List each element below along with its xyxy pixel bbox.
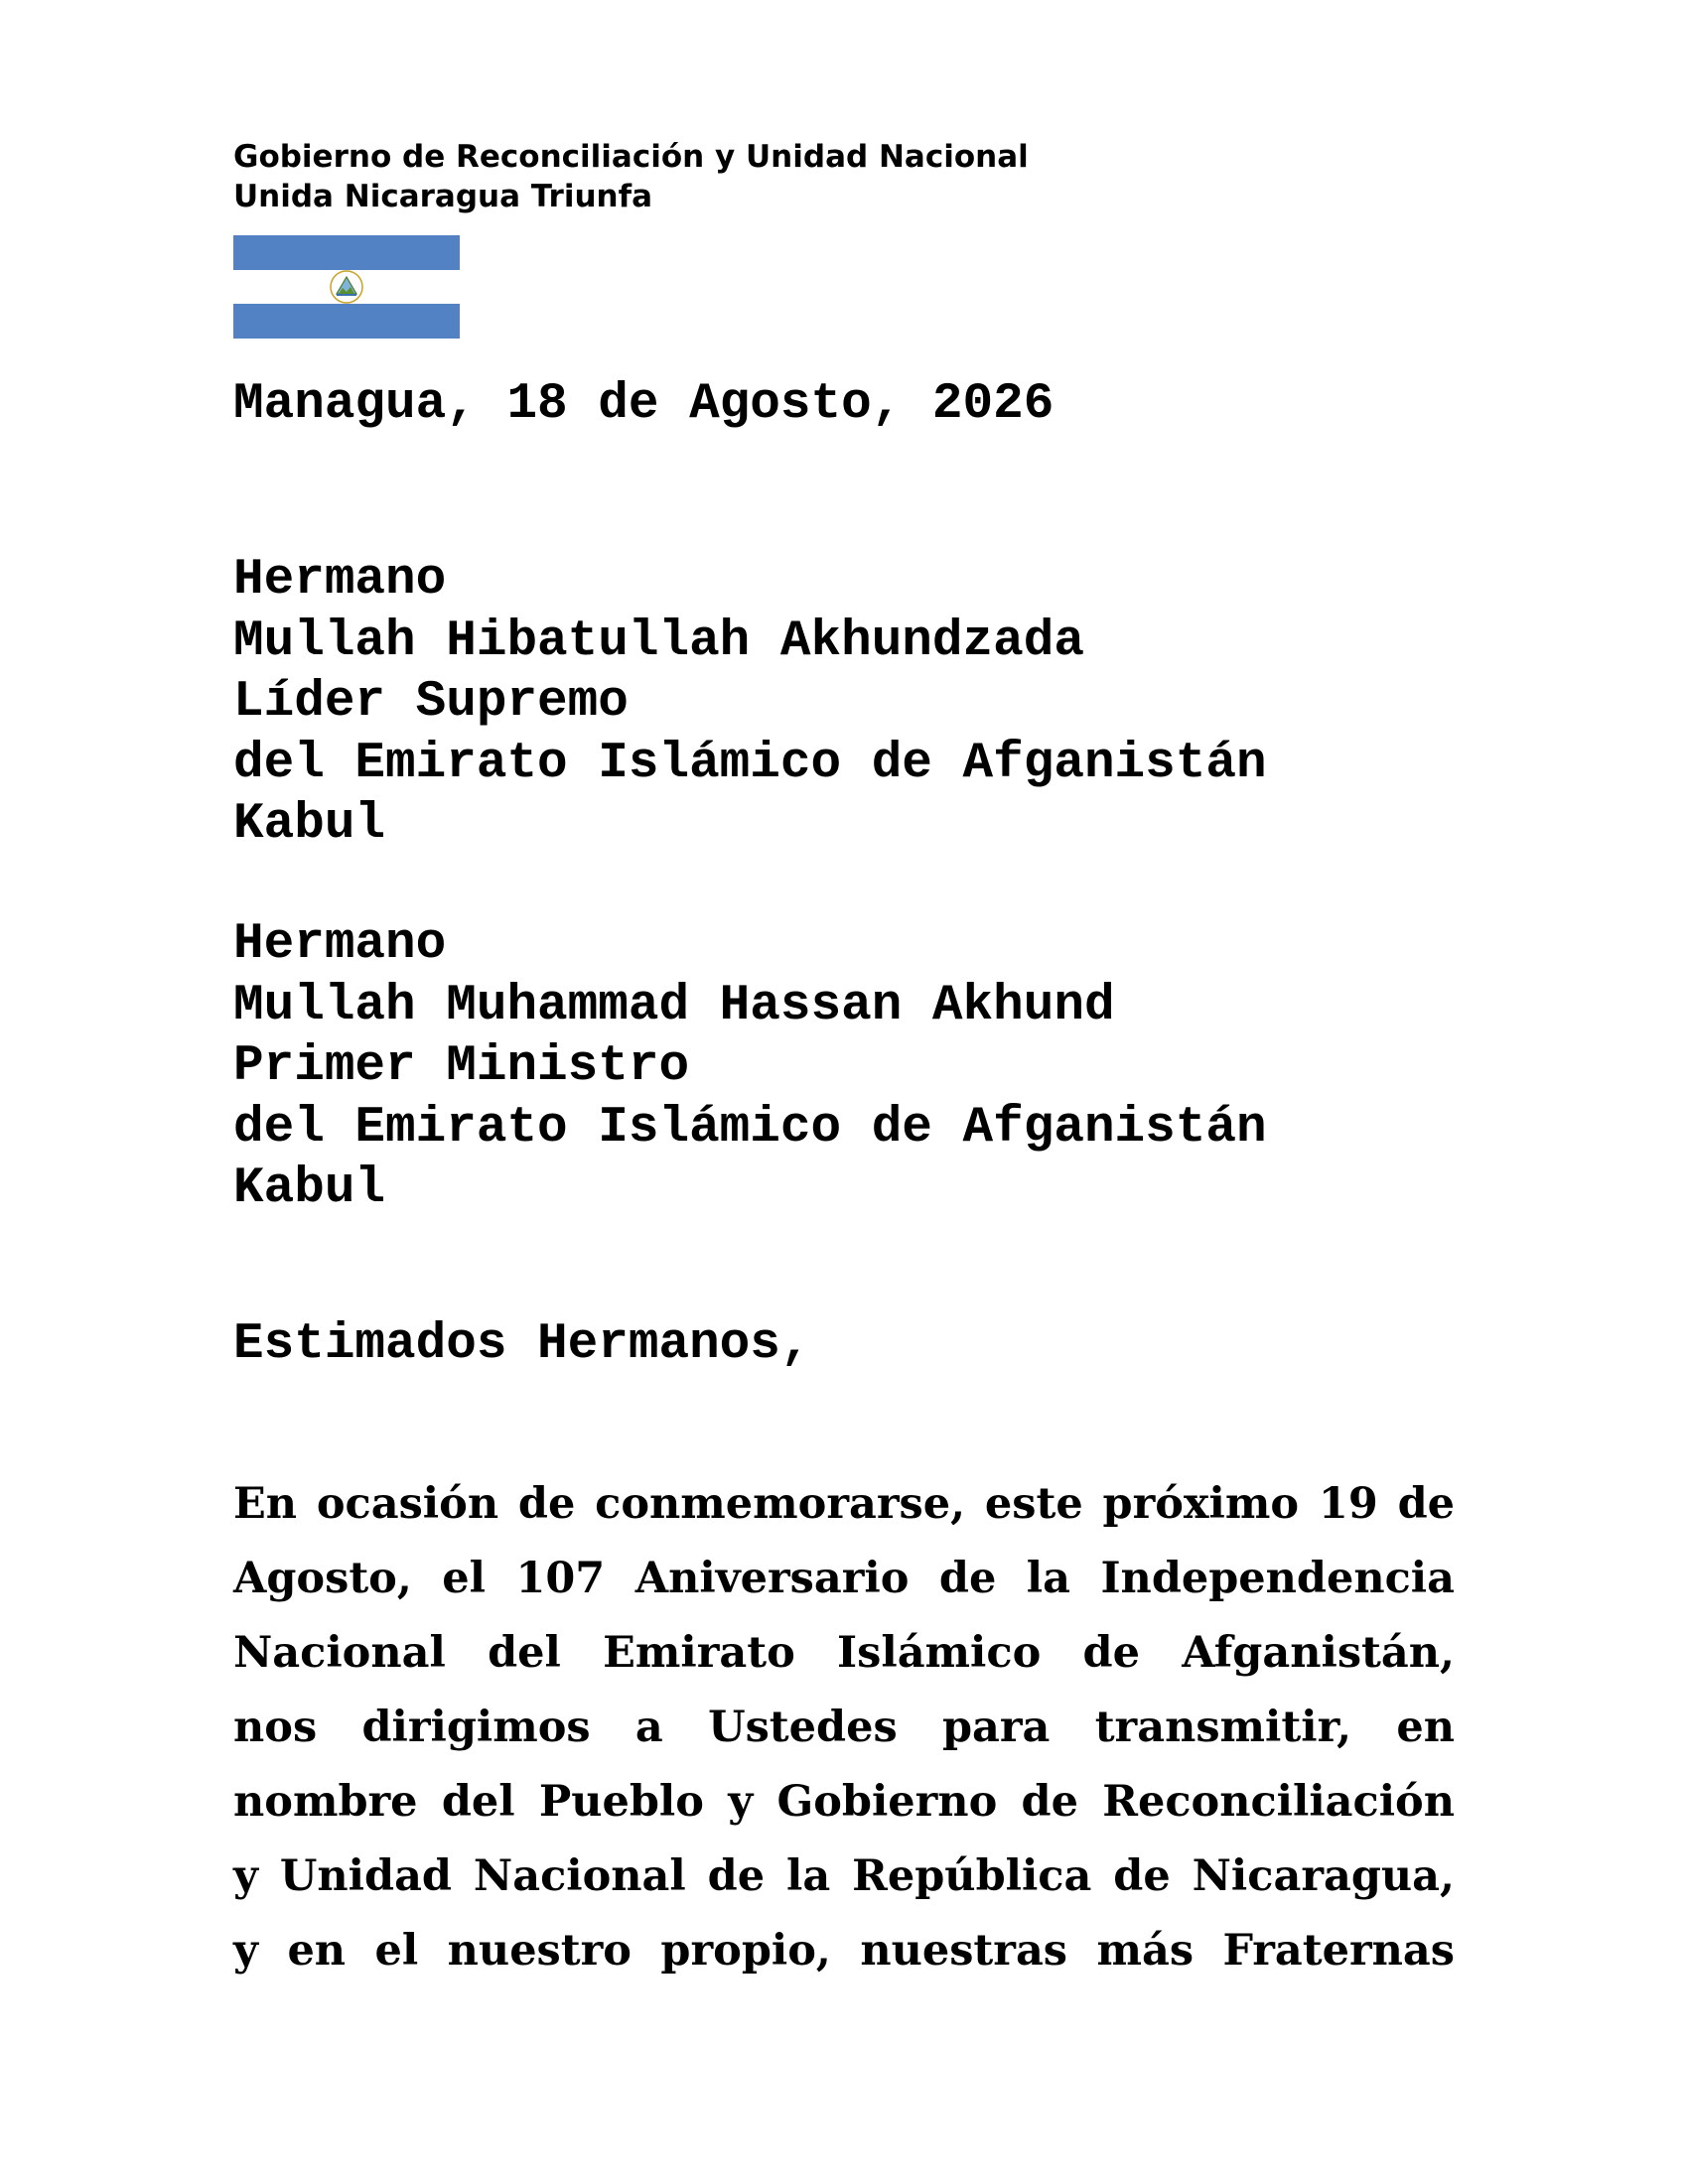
addressee-title: Líder Supremo	[233, 674, 629, 731]
body-line: nos dirigimos a Ustedes para transmitir, en	[233, 1703, 1455, 1752]
addressee-organization: del Emirato Islámico de Afganistán	[233, 1099, 1267, 1157]
letterhead-government-name: Gobierno de Reconciliación y Unidad Nacional	[233, 139, 1029, 175]
letter-body	[233, 1467, 1455, 1988]
addressee-block-2	[233, 914, 1267, 1220]
addressee-name: Mullah Hibatullah Akhundzada	[233, 613, 1084, 670]
letter-greeting: Estimados Hermanos,	[233, 1316, 811, 1373]
addressee-organization: del Emirato Islámico de Afganistán	[233, 735, 1267, 792]
flag-top-stripe	[233, 235, 460, 270]
body-line: En ocasión de conmemorarse, este próximo 19 de	[233, 1479, 1455, 1529]
letter-date: Managua, 18 de Agosto, 2026	[233, 376, 1055, 433]
addressee-block-1	[233, 550, 1267, 856]
flag-bottom-stripe	[233, 304, 460, 339]
addressee-title: Primer Ministro	[233, 1038, 690, 1095]
body-line: Nacional del Emirato Islámico de Afganistán,	[233, 1628, 1455, 1678]
body-line: Agosto, el 107 Aniversario de la Independencia	[233, 1554, 1455, 1603]
coat-of-arms-icon	[325, 269, 368, 305]
letterhead-slogan: Unida Nicaragua Triunfa	[233, 179, 653, 214]
letterhead	[233, 137, 1029, 216]
addressee-name: Mullah Muhammad Hassan Akhund	[233, 977, 1115, 1034]
addressee-city: Kabul	[233, 796, 386, 853]
body-line: nombre del Pueblo y Gobierno de Reconciliación	[233, 1777, 1455, 1827]
nicaragua-flag-icon	[233, 235, 460, 339]
body-line: y Unidad Nacional de la República de Nicaragua,	[233, 1851, 1455, 1901]
addressee-salutation: Hermano	[233, 916, 447, 973]
body-line: y en el nuestro propio, nuestras más Fraternas	[233, 1926, 1455, 1976]
addressee-city: Kabul	[233, 1160, 386, 1217]
addressee-salutation: Hermano	[233, 552, 447, 609]
